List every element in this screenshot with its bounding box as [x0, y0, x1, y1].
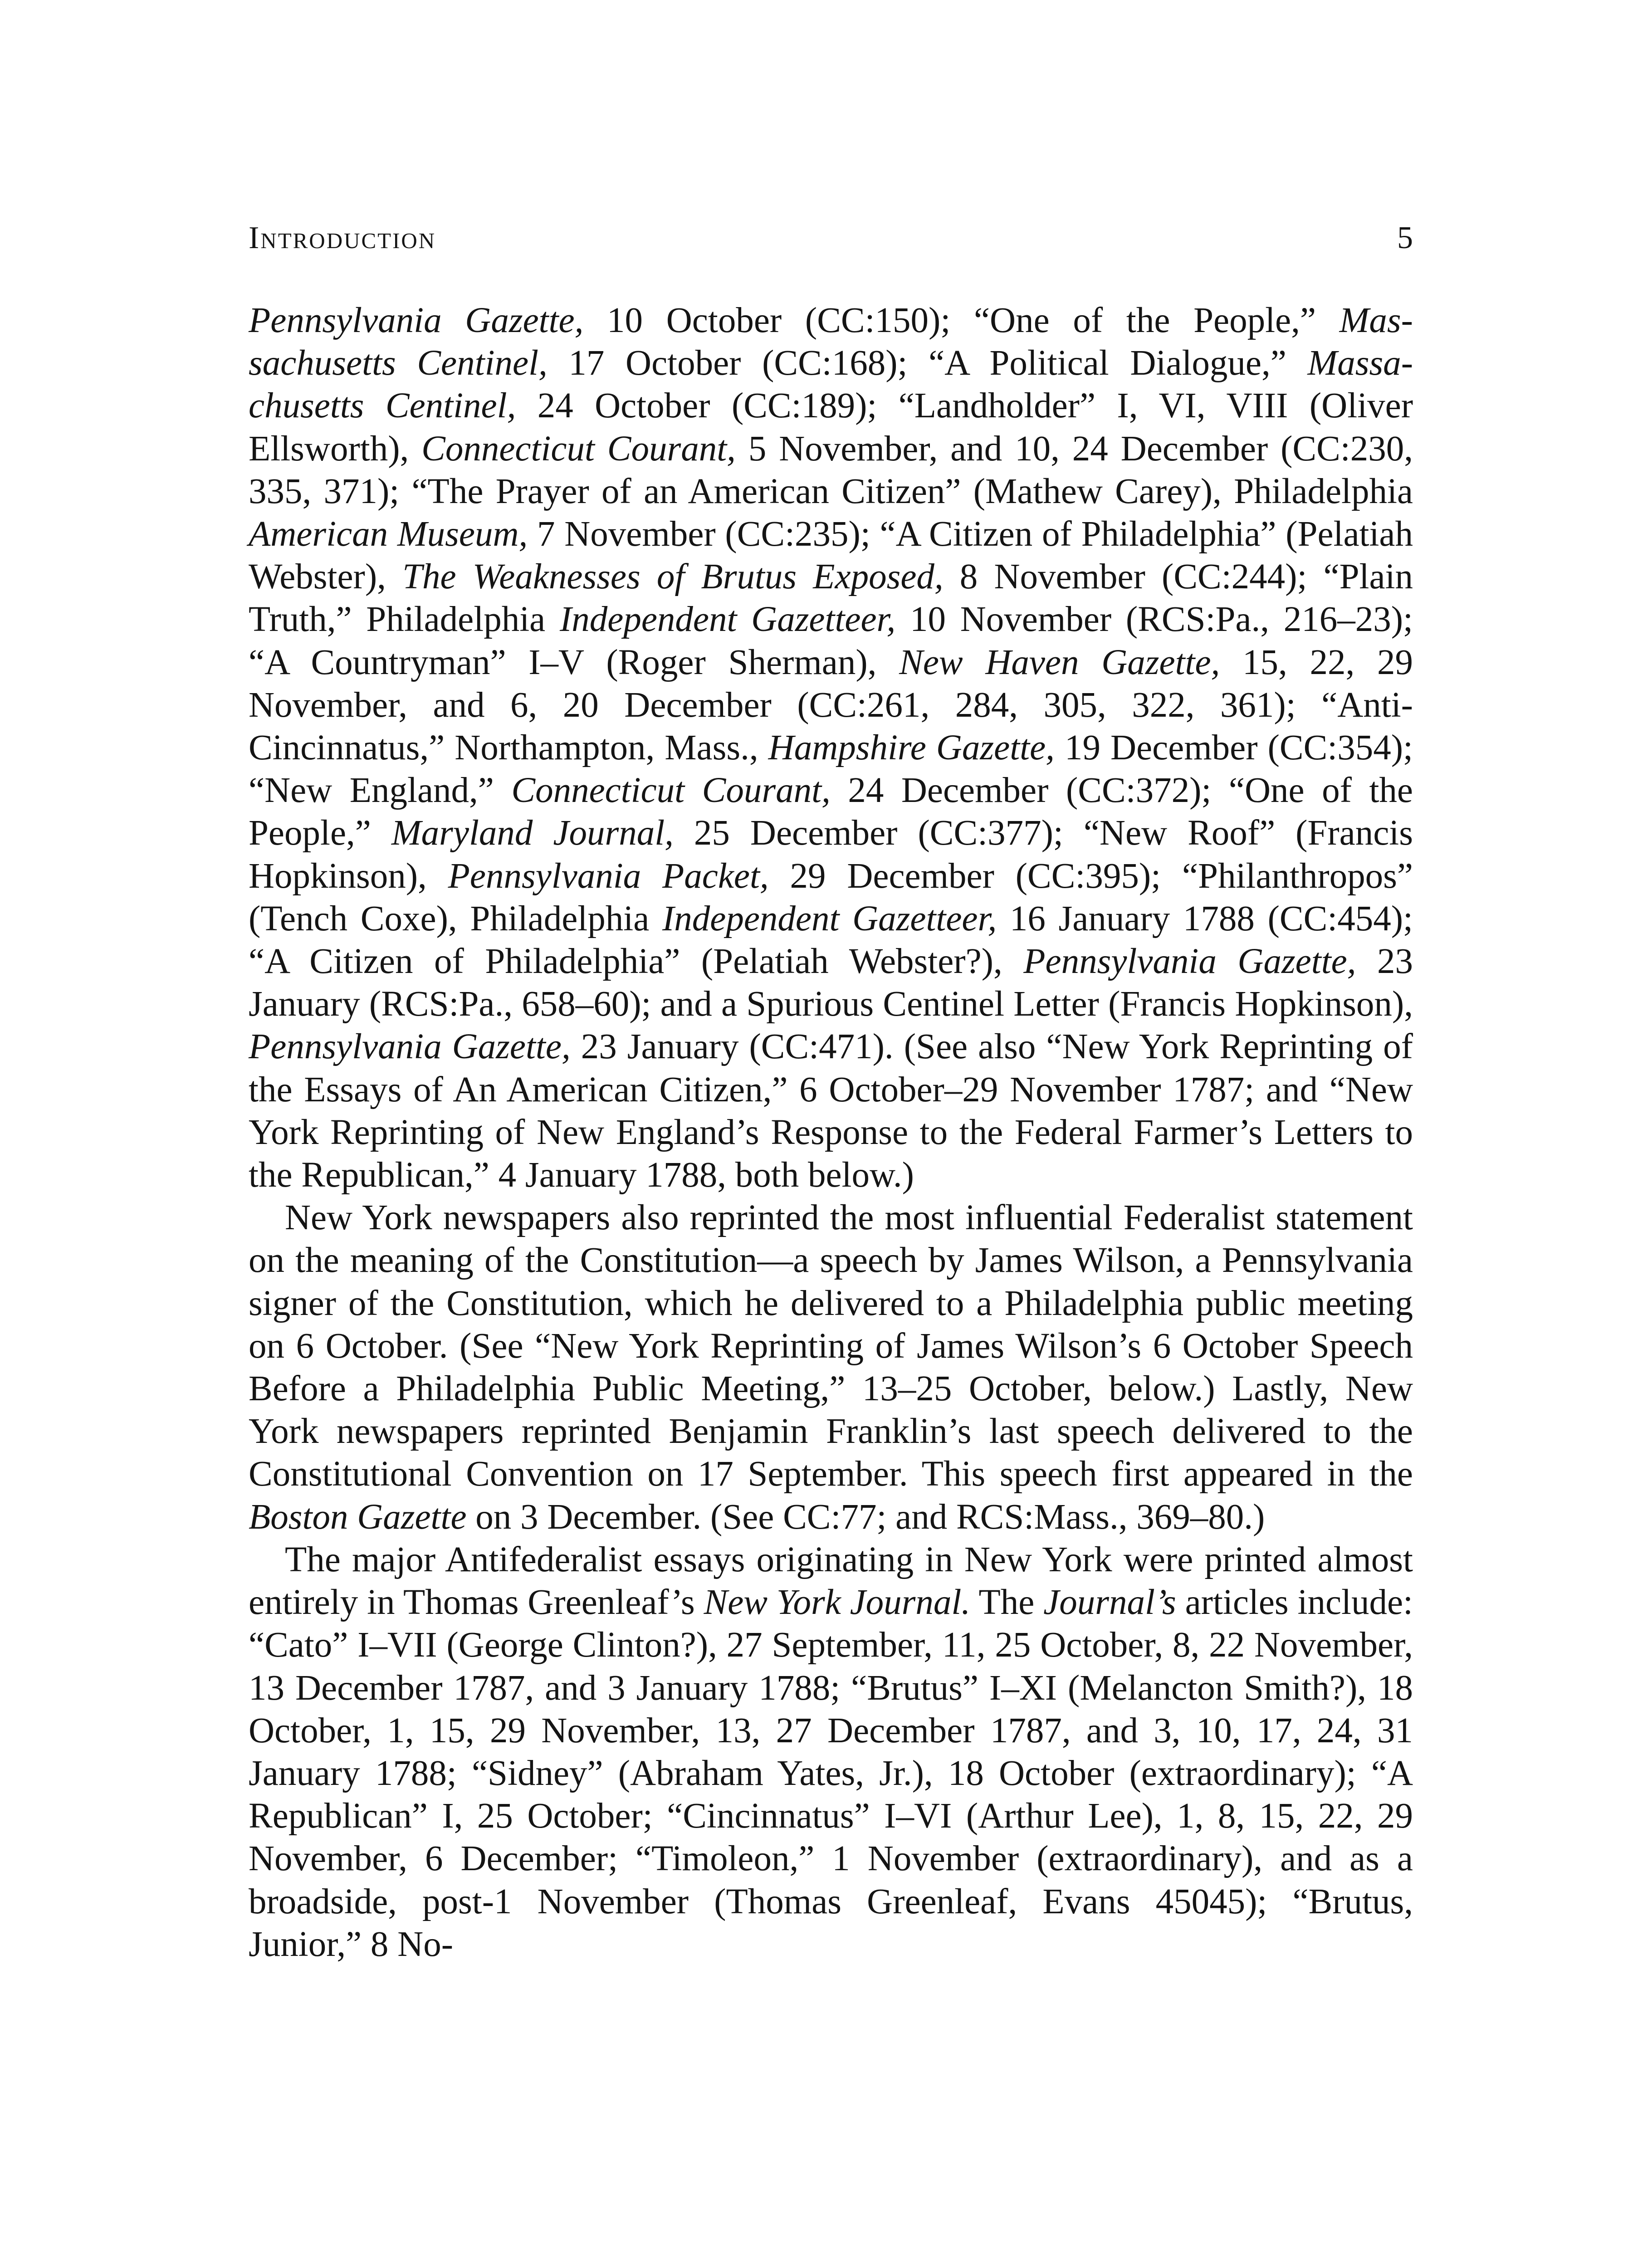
text-run: 23 January (RCS:Pa., 658–60); and a Spurious Centinel Letter (Francis Hopkinson),: [249, 942, 1413, 1024]
italic-title: Pennsylvania Packet,: [448, 856, 769, 896]
italic-title: Hampshire Gazette,: [768, 728, 1055, 768]
running-title: Introduction: [249, 220, 436, 255]
italic-title: Boston Gazette: [249, 1497, 467, 1537]
paragraph: [249, 1197, 1413, 1539]
text-run: 24 December (CC:372); “One of the People,”: [249, 771, 1413, 853]
italic-title: Pennsylvania Gazette,: [249, 301, 584, 340]
italic-title: Journal’s: [1043, 1583, 1176, 1623]
italic-title: American Museum,: [249, 514, 528, 554]
text-run: 8 November (CC:244); “Plain Truth,” Philadelphia: [249, 557, 1413, 640]
text-run: The major Antifederalist essays originating in New York were printed almost entirely in Thomas Greenleaf’s: [249, 1540, 1413, 1623]
italic-title: New Haven Gazette,: [899, 642, 1220, 682]
italic-title: The Weaknesses of Brutus Exposed,: [402, 557, 944, 597]
italic-title: Pennsylvania Gazette,: [1023, 942, 1356, 982]
italic-title: Maryland Journal,: [391, 813, 674, 853]
text-run: New York newspapers also reprinted the most influential Federalist statement on the meaning of the Constitution—a speech by James Wilson, a Pennsylvania signer of the Constitution, which he delivered to a Philadelphia public meeting on 6 October. (See “New York Reprinting of James Wilson’s 6 October Speech Before a Philadelphia Public Meeting,” 13–25 October, below.) Lastly, New York newspapers reprinted Benjamin Franklin’s last speech delivered to the Constitutional Convention on 17 September. This speech first appeared in the: [249, 1198, 1413, 1494]
text-run: 15, 22, 29 November, and 6, 20 December (CC:261, 284, 305, 322, 361); “Anti-Cincinnatus,” Northampton, Mass.,: [249, 642, 1413, 768]
body-text: [249, 299, 1413, 1966]
text-run: 23 January (CC:471). (See also “New York Reprinting of the Essays of An American Citizen,” 6 October–29 November 1787; and “New York Reprinting of New England’s Response to the Federal Farmer’s Letters to the Republican,” 4 January 1788, both below.): [249, 1027, 1413, 1195]
text-run: 5 November, and 10, 24 December (CC:230, 335, 371); “The Prayer of an American Citizen” (Mathew Carey), Philadelphia: [249, 429, 1413, 511]
text-run: 25 December (CC:377); “New Roof” (Francis Hopkinson),: [249, 813, 1413, 896]
text-run: on 3 December. (See CC:77; and RCS:Mass., 369–80.): [466, 1497, 1265, 1537]
text-run: articles include: “Cato” I–VII (George Clinton?), 27 September, 11, 25 October, 8, 22 November, 13 December 1787, and 3 January 1788; “Brutus” I–XI (Melancton Smith?), 18 October, 1, 15, 29 November, 13, 27 December 1787, and 3, 10, 17, 24, 31 January 1788; “Sidney” (Abraham Yates, Jr.), 18 October (extraordinary); “A Republican” I, 25 October; “Cincinnatus” I–VI (Arthur Lee), 1, 8, 15, 22, 29 November, 6 December; “Timoleon,” 1 November (extraordinary), and as a broadside, post-1 November (Thomas Greenleaf, Evans 45045); “Brutus, Junior,” 8 No-: [249, 1583, 1413, 1964]
italic-title: Pennsylvania Gazette,: [249, 1027, 571, 1067]
text-run: 19 December (CC:354); “New England,”: [249, 728, 1413, 811]
italic-title: Independent Gazetteer,: [662, 899, 997, 938]
text-run: The: [970, 1583, 1044, 1623]
text-run: 10 November (RCS:Pa., 216–23); “A Countryman” I–V (Roger Sherman),: [249, 600, 1413, 682]
text-run: 16 January 1788 (CC:454); “A Citizen of Philadelphia” (Pelatiah Webster?),: [249, 899, 1413, 982]
page-number: 5: [1397, 220, 1413, 255]
italic-title: Massachusetts Centinel,: [249, 343, 1413, 426]
text-run: 10 October (CC:150); “One of the People,”: [583, 301, 1340, 340]
text-run: 24 October (CC:189); “Landholder” I, VI, VIII (Oliver Ellsworth),: [249, 386, 1413, 469]
italic-title: Connecticut Courant,: [511, 771, 831, 811]
text-run: 7 November (CC:235); “A Citizen of Philadelphia” (Pelatiah Webster),: [249, 514, 1413, 597]
paragraph: [249, 1539, 1413, 1966]
italic-title: Massachusetts Centinel,: [249, 301, 1413, 383]
running-head: [249, 213, 1413, 268]
text-run: 17 October (CC:168); “A Political Dialogue,”: [547, 343, 1308, 383]
text-run: 29 December (CC:395); “Philanthropos” (Tench Coxe), Philadelphia: [249, 856, 1413, 938]
italic-title: Independent Gazetteer,: [559, 600, 896, 640]
italic-title: New York Journal.: [704, 1583, 971, 1623]
italic-title: Connecticut Courant,: [421, 429, 736, 469]
paragraph: [249, 299, 1413, 1197]
